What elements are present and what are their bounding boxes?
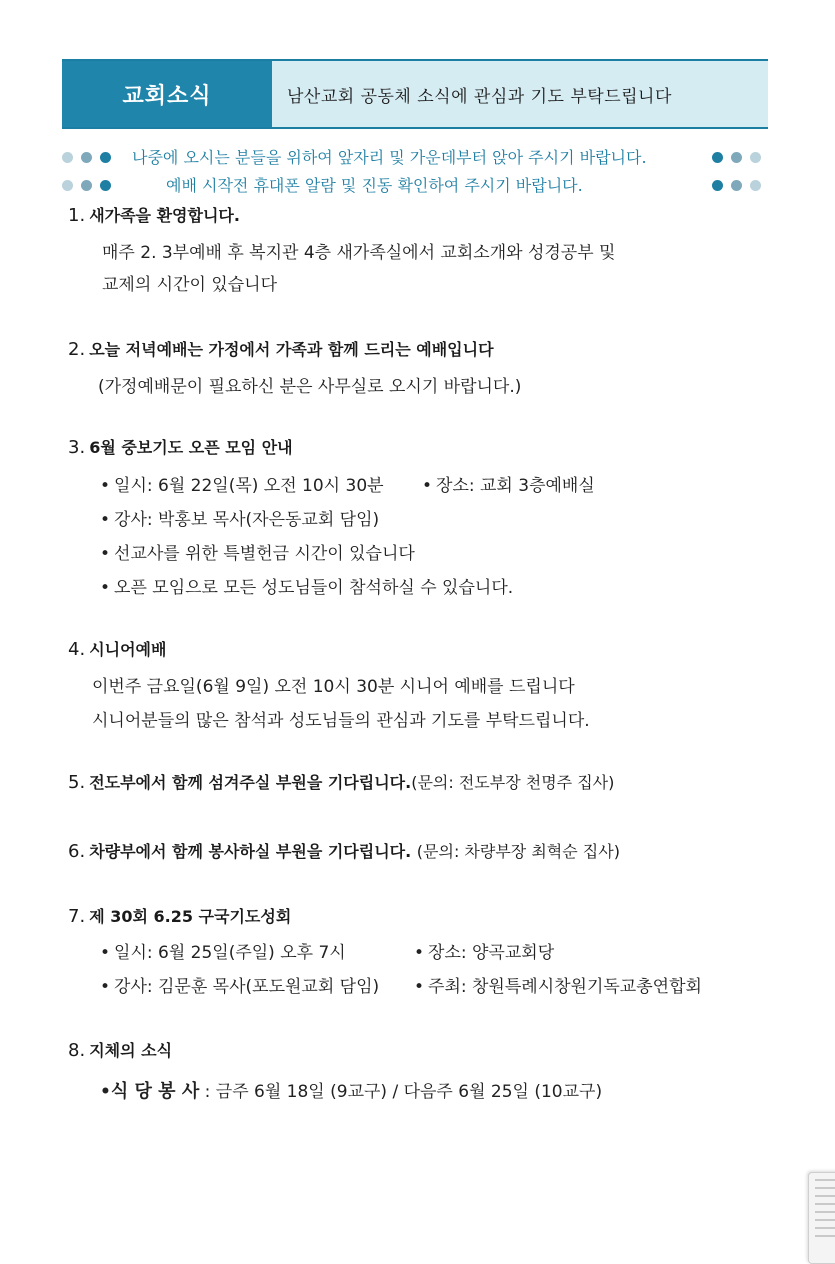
bullet-line: • 장소: 교회 3층예배실 bbox=[422, 471, 595, 496]
bullet-line: • 장소: 양곡교회당 bbox=[414, 938, 554, 963]
news-item-title bbox=[68, 637, 166, 660]
bullet-line: • 오픈 모임으로 모든 성도님들이 참석하실 수 있습니다. bbox=[100, 573, 513, 598]
item-number: 3. bbox=[68, 437, 86, 458]
item-note: (문의: 전도부장 천명주 집사) bbox=[411, 773, 615, 792]
item-line: 시니어분들의 많은 참석과 성도님들의 관심과 기도를 부탁드립니다. bbox=[92, 711, 590, 731]
item-title-text: 지체의 소식 bbox=[89, 1041, 173, 1060]
decorative-dots bbox=[62, 152, 111, 163]
news-item-title bbox=[68, 203, 240, 226]
item-title-text: 차량부에서 함께 봉사하실 부원을 기다립니다. bbox=[89, 842, 412, 861]
service-text: : 금주 6월 18일 (9교구) / 다음주 6월 25일 (10교구) bbox=[204, 1082, 603, 1102]
news-item-title bbox=[68, 1038, 172, 1061]
item-note: (문의: 차량부장 최혁순 집사) bbox=[416, 842, 620, 861]
item-line: (가정예배문이 필요하신 분은 사무실로 오시기 바랍니다.) bbox=[98, 377, 522, 397]
news-item-title bbox=[68, 904, 291, 927]
item-title-text: 전도부에서 함께 섬겨주실 부원을 기다립니다. bbox=[89, 773, 412, 792]
item-title-text: 제 30회 6.25 구국기도성회 bbox=[89, 907, 292, 926]
item-title-text: 오늘 저녁예배는 가정에서 가족과 함께 드리는 예배입니다 bbox=[89, 340, 494, 359]
section-header bbox=[62, 59, 768, 129]
bullet-line: • 선교사를 위한 특별헌금 시간이 있습니다 bbox=[100, 539, 415, 564]
decorative-dots bbox=[712, 152, 761, 163]
item-title-text: 시니어예배 bbox=[89, 640, 167, 659]
bullet-line: • 강사: 박홍보 목사(자은동교회 담임) bbox=[100, 505, 379, 530]
item-number: 5. bbox=[68, 772, 86, 793]
notice-row bbox=[62, 173, 768, 199]
item-number: 4. bbox=[68, 639, 86, 660]
news-item-title bbox=[68, 337, 494, 360]
bullet-line: • 주최: 창원특례시창원기독교총연합회 bbox=[414, 972, 702, 997]
item-number: 8. bbox=[68, 1040, 86, 1061]
notice-text: 예배 시작전 휴대폰 알람 및 진동 확인하여 주시기 바랍니다. bbox=[166, 176, 583, 195]
bullet-line: • 일시: 6월 22일(목) 오전 10시 30분 bbox=[100, 471, 384, 496]
decorative-dots bbox=[62, 180, 111, 191]
news-item-title bbox=[68, 770, 614, 793]
item-line: 이번주 금요일(6월 9일) 오전 10시 30분 시니어 예배를 드립니다 bbox=[92, 677, 575, 697]
item-number: 6. bbox=[68, 841, 86, 862]
news-item-title bbox=[68, 435, 293, 458]
item-number: 2. bbox=[68, 339, 86, 360]
service-line: •식 당 봉 사 : 금주 6월 18일 (9교구) / 다음주 6월 25일 (10교구) bbox=[100, 1081, 603, 1102]
section-tab-title: 교회소식 bbox=[62, 61, 272, 127]
page-thumbnail[interactable] bbox=[808, 1172, 835, 1264]
section-subtitle: 남산교회 공동체 소식에 관심과 기도 부탁드립니다 bbox=[287, 86, 672, 107]
item-line: 매주 2. 3부예배 후 복지관 4층 새가족실에서 교회소개와 성경공부 및 bbox=[102, 243, 616, 263]
notice-row bbox=[62, 145, 768, 171]
notice-text: 나중에 오시는 분들을 위하여 앞자리 및 가운데부터 앉아 주시기 바랍니다. bbox=[132, 148, 647, 167]
item-title-text: 새가족을 환영합니다. bbox=[89, 206, 240, 225]
decorative-dots bbox=[712, 180, 761, 191]
item-number: 7. bbox=[68, 906, 86, 927]
bullet-line: • 일시: 6월 25일(주일) 오후 7시 bbox=[100, 938, 346, 963]
item-line: 교제의 시간이 있습니다 bbox=[102, 275, 278, 295]
item-number: 1. bbox=[68, 205, 86, 226]
bullet-line: • 강사: 김문훈 목사(포도원교회 담임) bbox=[100, 972, 379, 997]
service-label: 식 당 봉 사 bbox=[110, 1081, 200, 1102]
news-item-title bbox=[68, 839, 620, 862]
item-title-text: 6월 중보기도 오픈 모임 안내 bbox=[89, 438, 293, 457]
